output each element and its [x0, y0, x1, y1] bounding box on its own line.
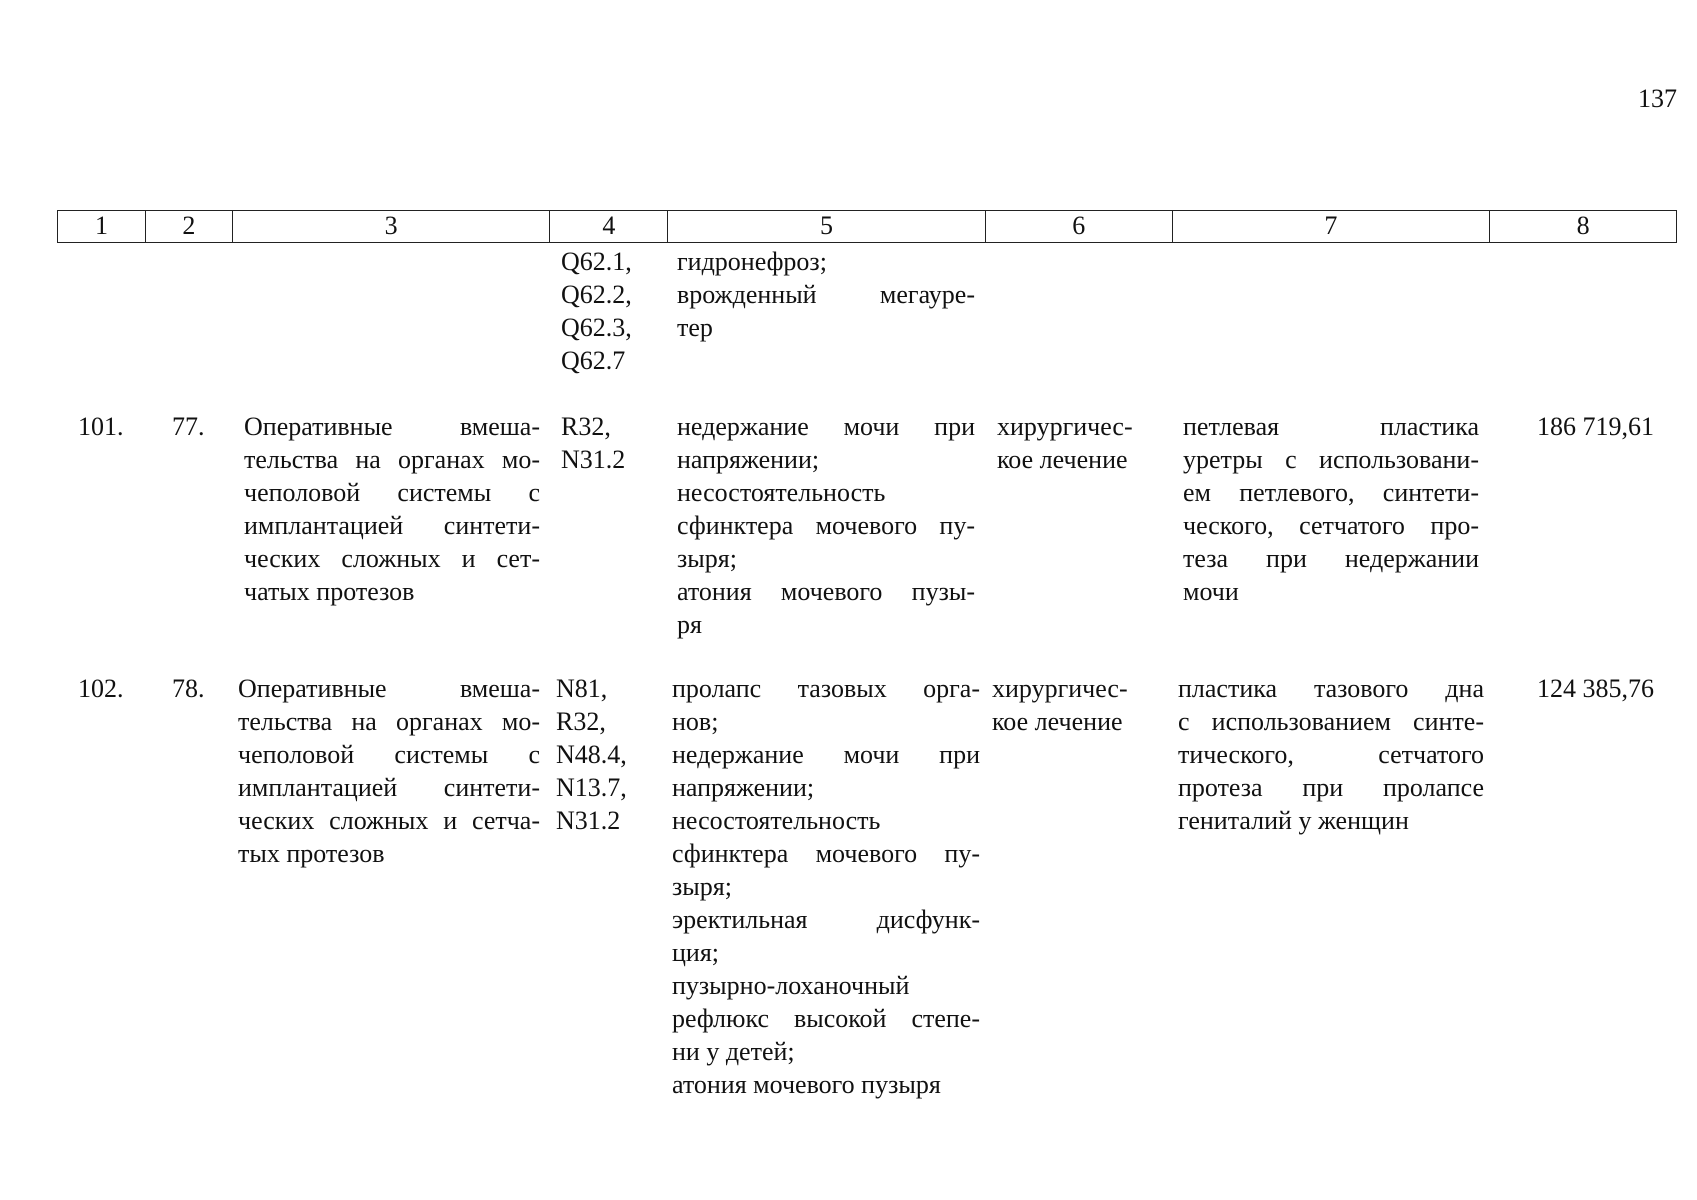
text-line: тического, сетчатого: [1178, 740, 1484, 769]
text-line: ни у детей;: [672, 1037, 795, 1066]
icd-codes: [561, 410, 671, 476]
text-line: кое лечение: [997, 445, 1128, 474]
column-header: 2: [146, 211, 233, 242]
code: Q62.3,: [561, 313, 632, 342]
text-line: напряжении;: [677, 445, 820, 474]
text-line: ря: [677, 610, 702, 639]
column-header: 5: [668, 211, 986, 242]
code: N13.7,: [556, 773, 627, 802]
code: Q62.7: [561, 346, 626, 375]
text-line: с использованием синте-: [1178, 707, 1484, 736]
continuation-codes: [561, 245, 671, 377]
text-line: Оперативные вмеша-: [244, 412, 540, 441]
text-line: ческих сложных и сетча-: [238, 806, 540, 835]
column-header: 3: [233, 211, 551, 242]
text-line: хирургичес-: [992, 674, 1128, 703]
cost: 186 719,61: [1537, 412, 1654, 441]
column-header: 1: [58, 211, 146, 242]
code: R32,: [561, 412, 611, 441]
text-line: напряжении;: [672, 773, 815, 802]
cost: 124 385,76: [1537, 674, 1654, 703]
text-line: эректильная дисфунк-: [672, 905, 980, 934]
text-line: ем петлевого, синтети-: [1183, 478, 1479, 507]
text-line: пролапс тазовых орга-: [672, 674, 980, 703]
text-line: пузырно-лоханочный: [672, 971, 910, 1000]
text-line: рефлюкс высокой степе-: [672, 1004, 980, 1033]
row-number: 102.: [78, 674, 124, 703]
column-header: 8: [1576, 211, 1590, 240]
column-header: 4: [550, 211, 668, 242]
text-line: сфинктера мочевого пу-: [672, 839, 980, 868]
text-line: чатых протезов: [244, 577, 415, 606]
text-line: тых протезов: [238, 839, 385, 868]
text-line: тельства на органах мо-: [238, 707, 540, 736]
treatment-method: [1183, 410, 1479, 608]
text-line: тельства на органах мо-: [244, 445, 540, 474]
text-line: уретры с использовани-: [1183, 445, 1479, 474]
text-line: ческого, сетчатого про-: [1183, 511, 1479, 540]
group-number: 77.: [172, 412, 205, 441]
text-line: ция;: [672, 938, 720, 967]
text-line: гидронефроз;: [677, 247, 827, 276]
treatment-type: [992, 672, 1142, 738]
text-line: врожденный мегауре-: [677, 280, 975, 309]
intervention-name: [244, 410, 540, 608]
text-line: несостоятельность: [677, 478, 886, 507]
intervention-name: [238, 672, 540, 870]
code: Q62.2,: [561, 280, 632, 309]
diagnosis: [677, 410, 975, 641]
group-number: 78.: [172, 674, 205, 703]
text-line: зыря;: [672, 872, 732, 901]
table-header: [57, 210, 1677, 243]
text-line: кое лечение: [992, 707, 1123, 736]
code: R32,: [556, 707, 606, 736]
code: N31.2: [556, 806, 621, 835]
code: N81,: [556, 674, 608, 703]
text-line: сфинктера мочевого пу-: [677, 511, 975, 540]
text-line: тер: [677, 313, 713, 342]
text-line: ческих сложных и сет-: [244, 544, 540, 573]
column-header: 6: [986, 211, 1173, 242]
column-header: 7: [1173, 211, 1491, 242]
code: Q62.1,: [561, 247, 632, 276]
text-line: хирургичес-: [997, 412, 1133, 441]
text-line: теза при недержании: [1183, 544, 1479, 573]
text-line: имплантацией синтети-: [238, 773, 540, 802]
icd-codes: [556, 672, 671, 837]
treatment-type: [997, 410, 1147, 476]
text-line: мочи: [1183, 577, 1239, 606]
text-line: протеза при пролапсе: [1178, 773, 1484, 802]
continuation-diagnosis: [677, 245, 975, 344]
text-line: недержание мочи при: [672, 740, 980, 769]
text-line: атония мочевого пузы-: [677, 577, 975, 606]
text-line: нов;: [672, 707, 719, 736]
diagnosis: [672, 672, 980, 1101]
code: N48.4,: [556, 740, 627, 769]
text-line: гениталий у женщин: [1178, 806, 1409, 835]
text-line: атония мочевого пузыря: [672, 1070, 941, 1099]
row-number: 101.: [78, 412, 124, 441]
text-line: Оперативные вмеша-: [238, 674, 540, 703]
text-line: чеполовой системы с: [238, 740, 540, 769]
text-line: зыря;: [677, 544, 737, 573]
treatment-method: [1178, 672, 1484, 837]
page-number: 137: [1638, 84, 1677, 113]
text-line: имплантацией синтети-: [244, 511, 540, 540]
text-line: петлевая пластика: [1183, 412, 1479, 441]
text-line: несостоятельность: [672, 806, 881, 835]
text-line: недержание мочи при: [677, 412, 975, 441]
text-line: чеполовой системы с: [244, 478, 540, 507]
code: N31.2: [561, 445, 626, 474]
text-line: пластика тазового дна: [1178, 674, 1484, 703]
